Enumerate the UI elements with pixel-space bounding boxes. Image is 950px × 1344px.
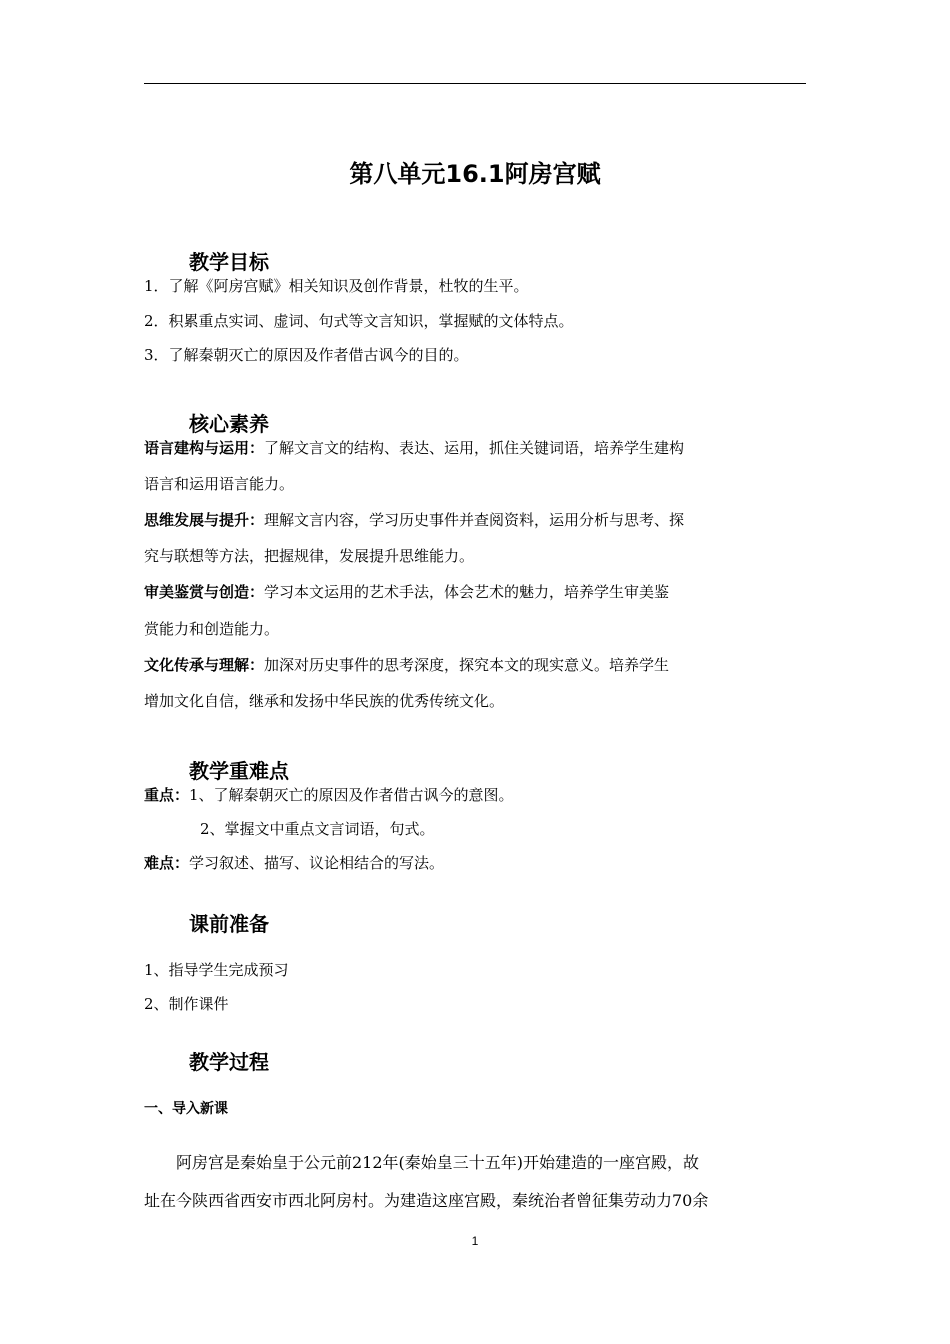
core-item-label: 思维发展与提升： <box>144 511 265 529</box>
objective-item: 3．了解秦朝灭亡的原因及作者借古讽今的目的。 <box>144 346 469 364</box>
core-item-label: 语言建构与运用： <box>144 439 265 457</box>
core-item-continuation: 究与联想等方法，把握规律，发展提升思维能力。 <box>144 547 475 565</box>
core-item-continuation: 增加文化自信，继承和发扬中华民族的优秀传统文化。 <box>144 692 505 710</box>
preparation-heading: 课前准备 <box>189 912 269 936</box>
key-point-line <box>144 782 806 808</box>
core-item-thinking <box>144 507 806 533</box>
core-item-language <box>144 435 806 461</box>
core-item-continuation: 语言和运用语言能力。 <box>144 475 295 493</box>
body-paragraph-line: 阿房宫是秦始皇于公元前212年(秦始皇三十五年)开始建造的一座宫殿，故 <box>176 1153 700 1172</box>
preparation-item: 1、指导学生完成预习 <box>144 961 289 979</box>
core-item-aesthetics <box>144 579 806 605</box>
core-item-text: 理解文言内容，学习历史事件并查阅资料，运用分析与思考、探 <box>264 511 685 529</box>
page-number: 1 <box>471 1234 479 1248</box>
key-point-text: 1、了解秦朝灭亡的原因及作者借古讽今的意图。 <box>189 786 514 804</box>
objective-item: 2．积累重点实词、虚词、句式等文言知识，掌握赋的文体特点。 <box>144 312 574 330</box>
core-item-label: 审美鉴赏与创造： <box>144 583 265 601</box>
objectives-heading: 教学目标 <box>189 250 269 274</box>
preparation-item: 2、制作课件 <box>144 995 229 1013</box>
body-paragraph-line: 址在今陕西省西安市西北阿房村。为建造这座宫殿，秦统治者曾征集劳动力70余 <box>144 1191 709 1210</box>
core-item-text: 了解文言文的结构、表达、运用，抓住关键词语，培养学生建构 <box>264 439 685 457</box>
difficult-point-label: 难点： <box>144 854 190 872</box>
difficulties-heading: 教学重难点 <box>189 759 289 783</box>
process-subheading: 一、导入新课 <box>144 1101 228 1117</box>
objective-item: 1．了解《阿房宫赋》相关知识及创作背景，杜牧的生平。 <box>144 277 529 295</box>
core-item-text: 学习本文运用的艺术手法，体会艺术的魅力，培养学生审美鉴 <box>264 583 670 601</box>
header-rule <box>144 83 806 84</box>
core-item-culture <box>144 652 806 678</box>
key-point-label: 重点： <box>144 786 190 804</box>
core-item-label: 文化传承与理解： <box>144 656 265 674</box>
core-heading: 核心素养 <box>189 412 269 436</box>
core-item-text: 加深对历史事件的思考深度，探究本文的现实意义。培养学生 <box>264 656 670 674</box>
core-item-continuation: 赏能力和创造能力。 <box>144 620 280 638</box>
key-point-text: 2、掌握文中重点文言词语，句式。 <box>200 820 435 838</box>
difficult-point-line <box>144 850 806 876</box>
difficult-point-text: 学习叙述、描写、议论相结合的写法。 <box>189 854 445 872</box>
process-heading: 教学过程 <box>189 1050 269 1074</box>
document-title: 第八单元16.1阿房宫赋 <box>349 160 601 188</box>
